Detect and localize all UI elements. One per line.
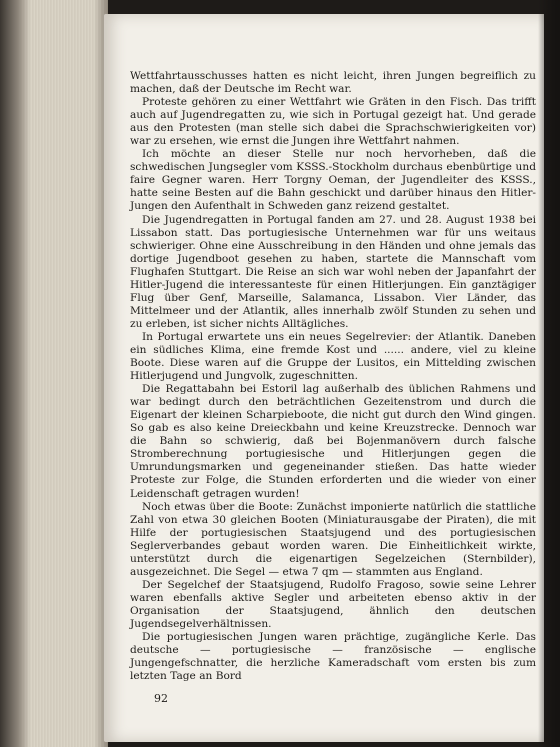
paragraph-6: Die Regattabahn bei Estoril lag außerhalb des üblichen Rahmens und war bedingt durch den beträchtlichen Gezeitenstrom und durch die Eigenart der kleinen Scharpieboote, die nicht gut durch den Wind gingen. So gab es also keine Dreieckbahn und keine Kreuzstrecke. Dennoch war die Bahn so schwierig, daß bei Bojenmanövern durch falsche Stromberechnung portugiesische und Hitlerjungen gegen die Umrundungsmarken und gegeneinander stießen. Das hatte wieder Proteste zur Folge, die Stunden erforderten und die wieder von einer Leidenschaft getragen wurden!: [130, 383, 536, 500]
paragraph-8: Der Segelchef der Staatsjugend, Rudolfo Fragoso, sowie seine Lehrer waren ebenfalls aktive Segler und arbeiteten ebenso aktiv in der Organisation der Staatsjugend, ähnlich den deutschen Jugendsegelverhältnissen.: [130, 578, 536, 630]
page-body-text: [130, 70, 536, 683]
page-number: 92: [154, 692, 168, 705]
book-page-edges: [0, 0, 108, 747]
paragraph-1: Wettfahrtausschusses hatten es nicht leicht, ihren Jungen begreiflich zu machen, daß der Deutsche im Recht war.: [130, 70, 536, 96]
paragraph-4: Die Jugendregatten in Portugal fanden am 27. und 28. August 1938 bei Lissabon statt. Das portugiesische Unternehmen war für uns weitaus schwieriger. Ohne eine Ausschreibung in den Händen und ohne jemals das dortige Jugendboot gesehen zu haben, startete die Mannschaft vom Flughafen Stuttgart. Die Reise an sich war wohl neben der Japanfahrt der Hitler-Jugend die interessanteste für einen Hitlerjungen. Ein ganztägiger Flug über Genf, Marseille, Salamanca, Lissabon. Vier Länder, das Mittelmeer und der Atlantik, alles innerhalb zwölf Stunden zu sehen und zu erleben, ist sicher nichts Alltägliches.: [130, 213, 536, 330]
paragraph-9: Die portugiesischen Jungen waren prächtige, zugängliche Kerle. Das deutsche — portugiesische — französische — englische Jungengefschnatter, die herzliche Kameradschaft vom ersten bis zum letzten Tage an Bord: [130, 631, 536, 683]
paragraph-7: Noch etwas über die Boote: Zunächst imponierte natürlich die stattliche Zahl von etwa 30 gleichen Booten (Miniaturausgabe der Piraten), die mit Hilfe der portugiesischen Staatsjugend und des portugiesischen Seglerverbandes gebaut worden waren. Die Einheitlichkeit wirkte, unterstützt durch die eigenartigen Segelzeichen (Sternbilder), ausgezeichnet. Die Segel — etwa 7 qm — stammten aus England.: [130, 500, 536, 578]
paragraph-5: In Portugal erwartete uns ein neues Segelrevier: der Atlantik. Daneben ein südliches Klima, eine fremde Kost und ...... andere, viel zu kleine Boote. Diese waren auf die Gruppe der Lusitos, ein Mittelding zwischen Hitlerjugend und Jungvolk, zugeschnitten.: [130, 330, 536, 383]
book-page: [104, 14, 544, 742]
gutter-shadow: [538, 0, 560, 747]
paragraph-3: Ich möchte an dieser Stelle nur noch hervorheben, daß die schwedischen Jungsegler vom KSSS.-Stockholm durchaus ebenbürtige und faire Gegner waren. Herr Torgny Oeman, der Jugendleiter des KSSS., hatte seine Besten auf die Bahn geschickt und darüber hinaus den Hitler-Jungen den Aufenthalt in Schweden ganz reizend gestaltet.: [130, 148, 536, 213]
paragraph-2: Proteste gehören zu einer Wettfahrt wie Gräten in den Fisch. Das trifft auch auf Jugendregatten zu, wie sich in Portugal gezeigt hat. Und gerade aus den Protesten (man stelle sich dabei die Sprachschwierigkeiten vor) war zu ersehen, wie ernst die Jungen ihre Wettfahrt nahmen.: [130, 96, 536, 148]
